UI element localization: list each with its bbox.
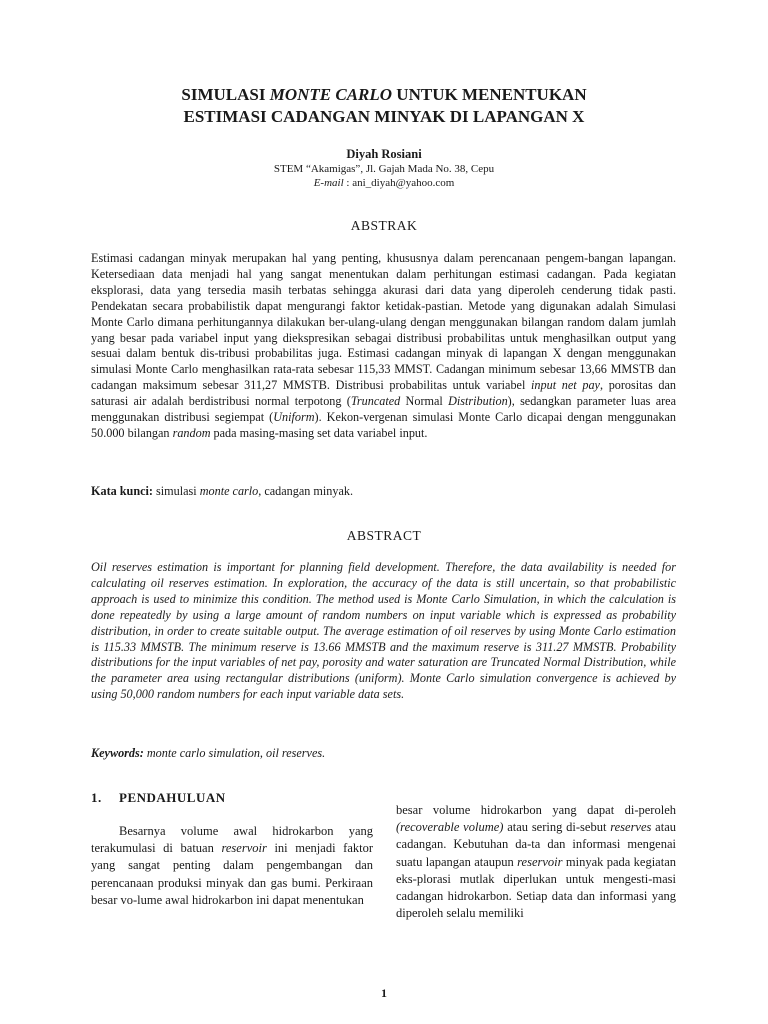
body-column-left — [91, 823, 373, 909]
keywords-line — [91, 745, 676, 761]
abstrak-text: pada masing-masing set data variabel input. — [210, 425, 428, 440]
title-part: UNTUK MENENTUKAN — [392, 85, 587, 104]
body-text: atau cadangan. Kebutuhan da-ta dan informasi mengenai suatu lapangan ataupun — [396, 820, 676, 869]
body-italic: (recoverable volume) — [396, 820, 504, 835]
abstrak-text: Estimasi cadangan minyak merupakan hal yang penting, khususnya dalam perencanaan pengem-bangan lapangan. Ketersediaan data menjadi hal yang sangat menentukan dalam perhitungan estimasi cadangan. Pada kegiatan eksplorasi, data yang tersedia masih terbatas sehingga akurasi dari data yang diperoleh cenderung tidak pasti. Pendekatan secara probabilistik dapat mengurangi faktor ketidak-pastian. Metode yang digunakan adalah Simulasi Monte Carlo dimana perhitungannya dilakukan ber-ulang-ulang dengan menggunakan bilangan random dalam jumlah yang besar pada variabel input yang diekspresikan sebagai distribusi probabilitas untuk menghasilkan output yang sesuai dalam bentuk dis-tribusi probabilitas juga. Estimasi cadangan minyak di lapangan X dengan menggunakan simulasi Monte Carlo menghasilkan rata-rata sebesar 115,33 MMST. Cadangan minimum sebesar 13,66 MMSTB dan cadangan maksimum sebesar 311,27 MMSTB. Distribusi probabilitas untuk variabel — [91, 251, 676, 393]
author-affiliation-block — [90, 162, 678, 190]
kata-kunci-label: Kata kunci: — [91, 484, 153, 498]
title-part: SIMULASI — [181, 85, 270, 104]
abstrak-italic: Truncated — [350, 394, 401, 409]
body-text: besar volume hidrokarbon yang dapat di-peroleh — [396, 803, 676, 817]
keywords-label: Keywords: — [91, 746, 144, 760]
abstrak-paragraph — [91, 251, 676, 442]
kata-kunci-italic: monte carlo — [199, 484, 259, 498]
abstract-heading: ABSTRACT — [346, 528, 422, 543]
body-italic: reservoir — [517, 854, 563, 869]
paper-title — [90, 84, 678, 128]
author-name: Diyah Rosiani — [346, 147, 422, 161]
body-text: atau sering di-sebut — [503, 820, 611, 835]
title-italic-part: MONTE CARLO — [269, 85, 393, 104]
body-text: Besarnya volume awal hidrokarbon yang terakumulasi di batuan — [91, 824, 373, 856]
keywords-text: monte carlo simulation, oil reserves. — [143, 746, 326, 760]
abstrak-text: ). Kekon-vergenan simulasi Monte Carlo dicapai dengan menggunakan 50.000 bilangan — [91, 410, 676, 440]
abstrak-text: , porositas dan saturasi air adalah berdistribusi normal terpotong ( — [91, 378, 676, 409]
email-line — [90, 176, 678, 190]
abstrak-italic: Uniform — [273, 410, 315, 425]
abstrak-italic: input net pay — [531, 378, 600, 393]
abstract-paragraph: Oil reserves estimation is important for planning field development. Therefore, the data availability is needed for calculating oil reserves estimation. In exploration, the accuracy of the data is still uncertain, so that probabilistic approach is used to minimize this condition. The method used is Monte Carlo Simulation, in which the calculation is done repeatedly by using a large amount of random numbers on input variable which is expressed as probability distribution, in order to create suitable output. The average estimation of oil reserves by using Monte Carlo estimation is 115.33 MMSTB. The minimum reserve is 13.66 MMSTB and the maximum reserve is 311.27 MMSTB. Probability distributions for the input variables of net pay, porosity and water saturation are Truncated Normal Distribution, while the parameter area using rectangular distributions (uniform). Monte Carlo simulation convergence is achieved by using 50,000 random numbers for each input variable data sets. — [91, 560, 676, 702]
kata-kunci-text: simulasi — [152, 484, 200, 498]
abstrak-italic: Distribution — [448, 394, 508, 409]
section-number: 1. — [91, 790, 102, 805]
section-heading — [91, 790, 226, 806]
body-italic: reserves — [610, 820, 652, 835]
abstrak-italic: random — [172, 425, 211, 440]
body-column-right — [396, 802, 676, 922]
page-number: 1 — [381, 986, 387, 1000]
email-address[interactable]: ani_diyah@yahoo.com — [352, 177, 455, 189]
title-line-2: ESTIMASI CADANGAN MINYAK DI LAPANGAN X — [183, 107, 585, 126]
abstrak-heading: ABSTRAK — [350, 218, 418, 233]
body-text: ini menjadi faktor yang sangat penting dalam pengembangan dan perencanaan produksi minyak dan gas bumi. Perkiraan besar vo-lume awal hidrokarbon ini dapat menentukan — [91, 841, 374, 907]
body-italic: reservoir — [221, 841, 267, 856]
email-label: E-mail — [313, 177, 344, 189]
abstrak-text: ), sedangkan parameter luas area menggunakan distribusi segiempat ( — [91, 394, 676, 425]
kata-kunci-text: , cadangan minyak. — [258, 484, 354, 498]
email-separator: : — [343, 177, 353, 189]
section-title: PENDAHULUAN — [119, 790, 226, 805]
abstrak-text: Normal — [400, 394, 449, 409]
affiliation: STEM “Akamigas”, Jl. Gajah Mada No. 38, Cepu — [273, 163, 495, 175]
kata-kunci-line — [91, 483, 676, 499]
body-text: minyak pada kegiatan eks-plorasi mutlak diperlukan untuk mengesti-masi cadangan hidrokarbon. Setiap data dan informasi yang diperoleh selalu memiliki — [396, 854, 677, 921]
